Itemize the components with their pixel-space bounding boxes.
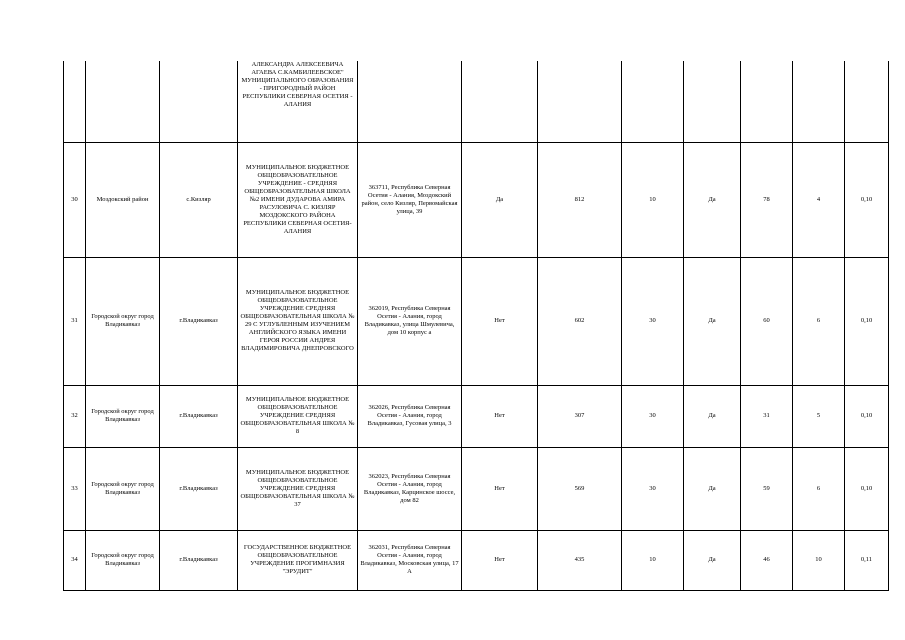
cell-address: 362023, Республика Северная Осетия - Алания, город Владикавказ, Карцинское шоссе, дом 82 [358,447,462,530]
cell-col12: 0,11 [845,530,889,590]
cell-col11: 6 [793,257,845,385]
cell-col11: 10 [793,530,845,590]
cell-col6: Нет [462,257,538,385]
cell-col9: Да [684,530,741,590]
cell-locality: г.Владикавказ [160,257,238,385]
cell-address: 362031, Республика Северная Осетия - Алания, город Владикавказ, Московская улица, 17 А [358,530,462,590]
table-row [64,257,889,385]
cell-num: 30 [64,142,86,257]
cell-school-name: ГОСУДАРСТВЕННОЕ БЮДЖЕТНОЕ ОБЩЕОБРАЗОВАТЕЛЬНОЕ УЧРЕЖДЕНИЕ ПРОГИМНАЗИЯ "ЭРУДИТ" [238,530,358,590]
cell-col8 [622,61,684,142]
cell-col10: 31 [741,385,793,447]
document-page [63,61,888,591]
schools-table [63,61,889,591]
cell-num: 33 [64,447,86,530]
cell-school-name: МУНИЦИПАЛЬНОЕ БЮДЖЕТНОЕ ОБЩЕОБРАЗОВАТЕЛЬНОЕ УЧРЕЖДЕНИЕ - СРЕДНЯЯ ОБЩЕОБРАЗОВАТЕЛЬНАЯ ШКОЛА №2 ИМЕНИ ДУДАРОВА АМИРА РАСУЛОВИЧА С. КИЗЛЯР МОЗДОКСКОГО РАЙОНА РЕСПУБЛИКИ СЕВЕРНАЯ ОСЕТИЯ-АЛАНИЯ [238,142,358,257]
cell-col8: 10 [622,142,684,257]
cell-district [86,61,160,142]
cell-col11: 4 [793,142,845,257]
cell-col10: 46 [741,530,793,590]
cell-col12: 0,10 [845,142,889,257]
table-row [64,447,889,530]
cell-school-name: МУНИЦИПАЛЬНОЕ БЮДЖЕТНОЕ ОБЩЕОБРАЗОВАТЕЛЬНОЕ УЧРЕЖДЕНИЕ СРЕДНЯЯ ОБЩЕОБРАЗОВАТЕЛЬНАЯ ШКОЛА № 8 [238,385,358,447]
cell-num [64,61,86,142]
cell-col8: 10 [622,530,684,590]
cell-col6: Нет [462,530,538,590]
cell-school-name: МУНИЦИПАЛЬНОЕ БЮДЖЕТНОЕ ОБЩЕОБРАЗОВАТЕЛЬНОЕ УЧРЕЖДЕНИЕ СРЕДНЯЯ ОБЩЕОБРАЗОВАТЕЛЬНАЯ ШКОЛА № 37 [238,447,358,530]
cell-col8: 30 [622,447,684,530]
cell-address: 362019, Республика Северная Осетия - Алания, город Владикавказ, улица Шмулевича, дом 10 корпус а [358,257,462,385]
table-row-continuation [64,61,889,142]
cell-address: 363711, Республика Северная Осетия - Алания, Моздокский район, село Кизляр, Первомайская улица, 39 [358,142,462,257]
cell-col7: 602 [538,257,622,385]
cell-district: Городской округ город Владикавказ [86,447,160,530]
cell-district: Моздокский район [86,142,160,257]
cell-col9: Да [684,385,741,447]
cell-col12: 0,10 [845,385,889,447]
cell-num: 32 [64,385,86,447]
cell-col12 [845,61,889,142]
cell-col9: Да [684,142,741,257]
cell-col6: Нет [462,447,538,530]
cell-locality: г.Владикавказ [160,447,238,530]
cell-col10: 59 [741,447,793,530]
cell-col7: 569 [538,447,622,530]
cell-col6 [462,61,538,142]
cell-district: Городской округ город Владикавказ [86,530,160,590]
cell-col11: 6 [793,447,845,530]
cell-locality: г.Владикавказ [160,530,238,590]
cell-district: Городской округ город Владикавказ [86,257,160,385]
cell-district: Городской округ город Владикавказ [86,385,160,447]
cell-num: 34 [64,530,86,590]
cell-col7 [538,61,622,142]
cell-col11: 5 [793,385,845,447]
cell-num: 31 [64,257,86,385]
cell-col12: 0,10 [845,447,889,530]
cell-locality [160,61,238,142]
cell-school-name: АЛЕКСАНДРА АЛЕКСЕЕВИЧА АГАЕВА С.КАМБИЛЕЕВСКОЕ" МУНИЦИПАЛЬНОГО ОБРАЗОВАНИЯ - ПРИГОРОДНЫЙ РАЙОН РЕСПУБЛИКИ СЕВЕРНАЯ ОСЕТИЯ - АЛАНИЯ [238,61,358,142]
cell-col9 [684,61,741,142]
table-row [64,385,889,447]
cell-col8: 30 [622,385,684,447]
cell-col6: Да [462,142,538,257]
cell-col7: 812 [538,142,622,257]
table-row [64,142,889,257]
cell-col10 [741,61,793,142]
cell-col7: 307 [538,385,622,447]
cell-address [358,61,462,142]
cell-locality: с.Кизляр [160,142,238,257]
cell-col8: 30 [622,257,684,385]
cell-col9: Да [684,257,741,385]
cell-address: 362026, Республика Северная Осетия - Алания, город Владикавказ, Гусовая улица, 3 [358,385,462,447]
cell-col9: Да [684,447,741,530]
cell-col11 [793,61,845,142]
cell-school-name: МУНИЦИПАЛЬНОЕ БЮДЖЕТНОЕ ОБЩЕОБРАЗОВАТЕЛЬНОЕ УЧРЕЖДЕНИЕ СРЕДНЯЯ ОБЩЕОБРАЗОВАТЕЛЬНАЯ ШКОЛА № 29 С УГЛУБЛЕННЫМ ИЗУЧЕНИЕМ АНГЛИЙСКОГО ЯЗЫКА ИМЕНИ ГЕРОЯ РОССИИ АНДРЕЯ ВЛАДИМИРОВИЧА ДНЕПРОВСКОГО [238,257,358,385]
cell-col10: 60 [741,257,793,385]
cell-col6: Нет [462,385,538,447]
cell-col12: 0,10 [845,257,889,385]
cell-col7: 435 [538,530,622,590]
cell-locality: г.Владикавказ [160,385,238,447]
cell-col10: 78 [741,142,793,257]
table-row [64,530,889,590]
